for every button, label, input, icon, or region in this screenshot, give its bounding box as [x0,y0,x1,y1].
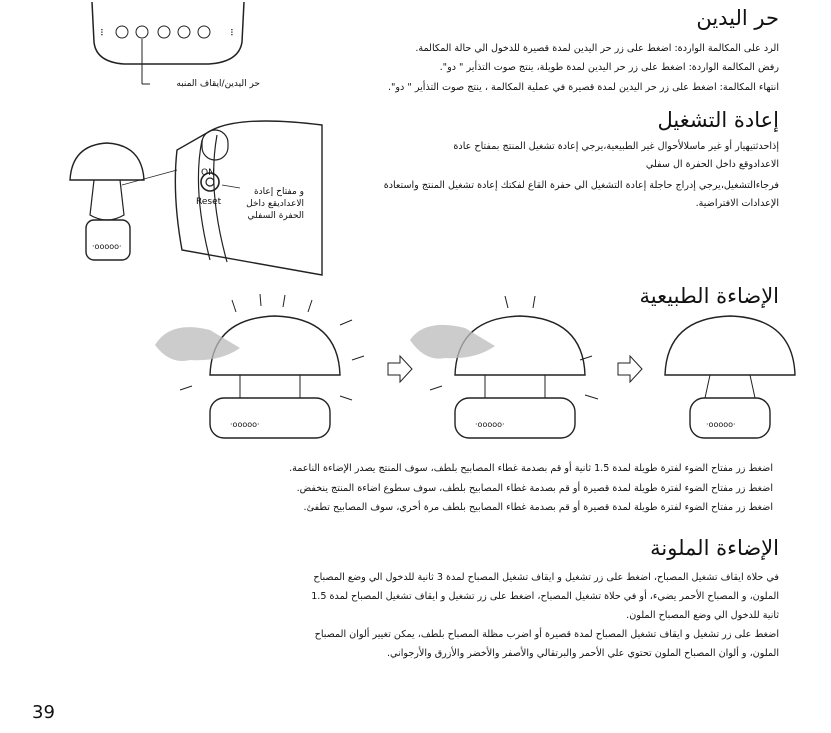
handsfree-line-1: الرد على المكالمة الواردة: اضغط على زر حر اليدين لمدة قصيرة للدخول الي حالة المكالمة. [415,43,779,54]
natural-light-line-1: اضغط زر مفتاح الضوء لفترة طويلة لمدة 1.5 ثانية أو قم بصدمة غطاء المصابيح بلطف، سوف المنتج يصدر الإضاءة الناعمة. [289,463,773,474]
reset-line-2: الاعدادوقع داخل الحفرة ال سفلي [645,159,779,170]
reset-line-1: إذاحدثتيهيار أو غير ماسلالأحوال غير الطبيعية،يرجي إعادة تشغيل المنتج بمفتاح عادة [453,141,779,152]
speaker-dots-1: ·ooooo· [230,420,260,429]
natural-light-line-2: اضغط زر مفتاح الضوء لفترة طويلة لمدة قصيرة أو قم بصدمة غطاء المصابيح بلطف، سوف سطوع اضاءة المنتج ينخفض. [296,483,773,494]
handsfree-line-3: انتهاء المكالمة: اضغط على زر حر اليدين لمدة قصيرة في عملية المكالمة ، ينتج صوت التذأير " دو". [387,82,779,93]
handsfree-button-label: حر اليدين/ايقاف المنبه [176,79,260,89]
reset-button-label: Reset [196,197,222,207]
reset-callout-line-2: الاعداديقع داخل [246,199,304,209]
handsfree-line-2: رفض المكالمة الواردة: اضغط على زر حر اليدين لمدة طويلة، ينتج صوت التذأير " دو". [439,62,779,73]
natural-light-title: الإضاءة الطبيعية [639,284,779,308]
reset-on-label: ON [201,168,215,178]
handsfree-title: حر اليدين [696,6,779,30]
color-light-title: الإضاءة الملونة [650,536,779,560]
natural-light-line-3: اضغط زر مفتاح الضوء لفترة طويلة لمدة قصيرة أو قم بصدمة غطاء المصابيح بلطف مرة أخري، سوف المصابيح تطفئ. [303,502,773,513]
reset-callout-line-3: الحفرة السفلي [247,211,304,221]
reset-device-figure [62,110,327,285]
color-light-line-5: الملون، و ألوان المصباح الملون تحتوي علي الأحمر والبرتقالي والأصفر والأخضر والأزرق والأرجواني. [387,648,779,659]
color-light-line-2: الملون، و المصباح الأحمر يضيء، أو في حلاة تشغيل المصباح، اضغط على زر تشغيل و ايقاف تشغيل المصباح لمدة 1.5 [311,591,779,602]
reset-line-4: الإعدادات الافتراضية. [695,198,779,209]
svg-text:⠇: ⠇ [230,29,237,39]
color-light-line-1: في حلاة ايقاف تشغيل المصباح، اضغط على زر تشغيل و ايقاف تشغيل المصباح لمدة 3 ثانية للدخول الي وضع المصباح [313,572,779,583]
speaker-dots-small: ·ooooo· [92,242,122,251]
reset-callout-line-1: و مفتاح إعادة [253,187,304,197]
page-number: 39 [32,702,55,723]
color-light-line-4: اضغط على زر تشغيل و ايقاف تشغيل المصباح لمدة قصيرة أو اضرب مظلة المصباح بلطف، يمكن تغيير ألوان المصباح [314,629,779,640]
reset-line-3: فرجاءالتشغيل،يرجي إدراج حاجلة إعادة التشغيل الي حفرة القاع لفكتك إعادة تشغيل المنتج واستعادة [383,180,779,191]
speaker-dots-3: ·ooooo· [706,420,736,429]
reset-title: إعادة التشغيل [657,108,779,132]
svg-text:⠇: ⠇ [100,29,107,39]
speaker-dots-2: ·ooooo· [475,420,505,429]
color-light-line-3: ثانية للدخول الي وضع المصباح الملون. [626,610,779,621]
